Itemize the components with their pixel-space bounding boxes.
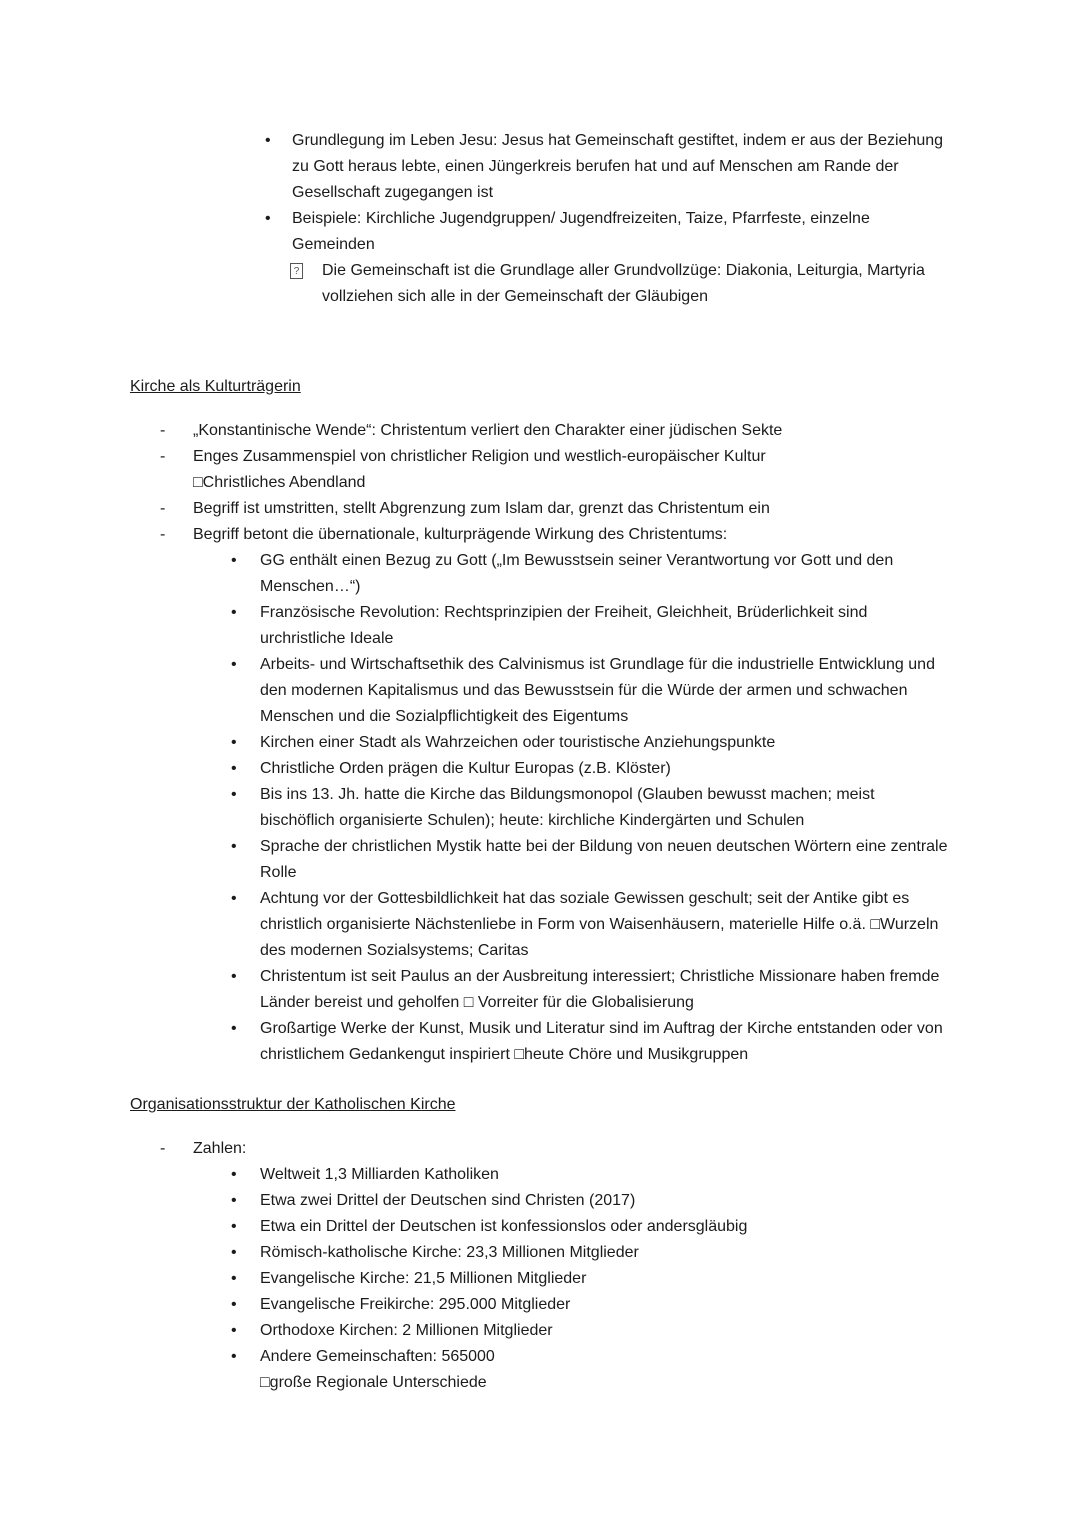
list-item-bullet <box>130 1162 952 1188</box>
list-item-bullet <box>130 1292 952 1318</box>
dash-marker: - <box>160 448 166 465</box>
item-text: Französische Revolution: Rechtsprinzipien der Freiheit, Gleichheit, Brüderlichkeit sind urchristliche Ideale <box>260 604 868 647</box>
list-item-bullet <box>130 964 952 1016</box>
item-text: Grundlegung im Leben Jesu: Jesus hat Gemeinschaft gestiftet, indem er aus der Beziehung zu Gott heraus lebte, einen Jüngerkreis berufen hat und auf Menschen am Rande der Gesellschaft zugegangen ist <box>292 132 944 201</box>
item-text: Begriff ist umstritten, stellt Abgrenzung zum Islam dar, grenzt das Christentum ein <box>193 500 770 517</box>
item-text: Kirchen einer Stadt als Wahrzeichen oder touristische Anziehungspunkte <box>260 734 776 751</box>
bullet-marker: • <box>231 1020 237 1037</box>
list-item-dash <box>130 496 952 522</box>
bullet-marker: • <box>231 890 237 907</box>
item-text: Etwa ein Drittel der Deutschen ist konfessionslos oder andersgläubig <box>260 1218 748 1235</box>
bullet-marker: • <box>231 656 237 673</box>
list-item-bullet <box>130 1318 952 1344</box>
list-item-dash <box>130 444 952 470</box>
item-text: „Konstantinische Wende“: Christentum verliert den Charakter einer jüdischen Sekte <box>193 422 783 439</box>
list-item-note <box>130 1370 952 1396</box>
list-item-bullet <box>130 1344 952 1370</box>
missing-glyph-icon: ? <box>290 263 303 279</box>
item-text: Beispiele: Kirchliche Jugendgruppen/ Jugendfreizeiten, Taize, Pfarrfeste, einzelne Gemeinden <box>292 210 870 253</box>
list-item-bullet <box>130 128 952 206</box>
item-text: □Christliches Abendland <box>193 474 366 491</box>
bullet-marker: • <box>231 1192 237 1209</box>
section-heading <box>130 1092 952 1118</box>
bullet-marker: • <box>231 1348 237 1365</box>
list-item-missing-glyph <box>130 258 952 310</box>
list-item-dash <box>130 418 952 444</box>
bullet-marker: • <box>231 1166 237 1183</box>
list-item-bullet <box>130 1240 952 1266</box>
item-text: Enges Zusammenspiel von christlicher Religion und westlich-europäischer Kultur <box>193 448 766 465</box>
bullet-marker: • <box>231 1322 237 1339</box>
list-item-bullet <box>130 834 952 886</box>
item-text: Zahlen: <box>193 1140 247 1157</box>
bullet-marker: • <box>231 968 237 985</box>
list-item-bullet <box>130 652 952 730</box>
item-text: Evangelische Freikirche: 295.000 Mitglieder <box>260 1296 571 1313</box>
list-item-bullet <box>130 1016 952 1068</box>
bullet-marker: • <box>231 734 237 751</box>
list-item-bullet <box>130 886 952 964</box>
blank-line <box>130 310 952 350</box>
item-text: Weltweit 1,3 Milliarden Katholiken <box>260 1166 499 1183</box>
list-item-dash <box>130 522 952 548</box>
item-text: Christliche Orden prägen die Kultur Europas (z.B. Klöster) <box>260 760 671 777</box>
bullet-marker: • <box>265 132 271 149</box>
bullet-marker: • <box>231 1296 237 1313</box>
bullet-marker: • <box>231 838 237 855</box>
item-text: Römisch-katholische Kirche: 23,3 Millionen Mitglieder <box>260 1244 639 1261</box>
heading-text: Kirche als Kulturträgerin <box>130 378 301 395</box>
bullet-marker: • <box>231 1244 237 1261</box>
item-text: Etwa zwei Drittel der Deutschen sind Christen (2017) <box>260 1192 636 1209</box>
item-text: Andere Gemeinschaften: 565000 <box>260 1348 495 1365</box>
item-text: Die Gemeinschaft ist die Grundlage aller Grundvollzüge: Diakonia, Leiturgia, Martyria vollziehen sich alle in der Gemeinschaft der Gläubigen <box>322 262 925 305</box>
item-text: Orthodoxe Kirchen: 2 Millionen Mitglieder <box>260 1322 553 1339</box>
item-text: Achtung vor der Gottesbildlichkeit hat das soziale Gewissen geschult; seit der Antike gibt es christlich organisierte Nächstenliebe in Form von Waisenhäusern, materielle Hilfe o.ä. □Wurzeln des modernen Sozialsystems; Caritas <box>260 890 939 959</box>
item-text: Evangelische Kirche: 21,5 Millionen Mitglieder <box>260 1270 587 1287</box>
document-blocks <box>130 128 952 1396</box>
bullet-marker: • <box>231 760 237 777</box>
item-text: Sprache der christlichen Mystik hatte bei der Bildung von neuen deutschen Wörtern eine zentrale Rolle <box>260 838 948 881</box>
list-item-bullet <box>130 1266 952 1292</box>
list-item-bullet <box>130 730 952 756</box>
item-text: Großartige Werke der Kunst, Musik und Literatur sind im Auftrag der Kirche entstanden oder von christlichem Gedankengut inspiriert □heute Chöre und Musikgruppen <box>260 1020 943 1063</box>
list-item-dash <box>130 1136 952 1162</box>
list-item-note <box>130 470 952 496</box>
heading-text: Organisationsstruktur der Katholischen Kirche <box>130 1096 456 1113</box>
list-item-bullet <box>130 782 952 834</box>
section-heading <box>130 374 952 400</box>
item-text: □große Regionale Unterschiede <box>260 1374 487 1391</box>
bullet-marker: • <box>265 210 271 227</box>
list-item-bullet <box>130 756 952 782</box>
item-text: Arbeits- und Wirtschaftsethik des Calvinismus ist Grundlage für die industrielle Entwicklung und den modernen Kapitalismus und das Bewusstsein für die Würde der armen und schwachen Menschen und die Sozialpflichtigkeit des Eigentums <box>260 656 935 725</box>
list-item-bullet <box>130 600 952 652</box>
dash-marker: - <box>160 500 166 517</box>
bullet-marker: • <box>231 786 237 803</box>
dash-marker: - <box>160 1140 166 1157</box>
list-item-bullet <box>130 1188 952 1214</box>
dash-marker: - <box>160 526 166 543</box>
bullet-marker: • <box>231 1218 237 1235</box>
dash-marker: - <box>160 422 166 439</box>
bullet-marker: • <box>231 604 237 621</box>
list-item-bullet <box>130 1214 952 1240</box>
item-text: GG enthält einen Bezug zu Gott („Im Bewusstsein seiner Verantwortung vor Gott und den Menschen…“) <box>260 552 894 595</box>
bullet-marker: • <box>231 1270 237 1287</box>
bullet-marker: • <box>231 552 237 569</box>
list-item-bullet <box>130 548 952 600</box>
list-item-bullet <box>130 206 952 258</box>
item-text: Begriff betont die übernationale, kulturprägende Wirkung des Christentums: <box>193 526 728 543</box>
item-text: Bis ins 13. Jh. hatte die Kirche das Bildungsmonopol (Glauben bewusst machen; meist bischöflich organisierte Schulen); heute: kirchliche Kindergärten und Schulen <box>260 786 875 829</box>
item-text: Christentum ist seit Paulus an der Ausbreitung interessiert; Christliche Missionare haben fremde Länder bereist und geholfen □ Vorreiter für die Globalisierung <box>260 968 940 1011</box>
